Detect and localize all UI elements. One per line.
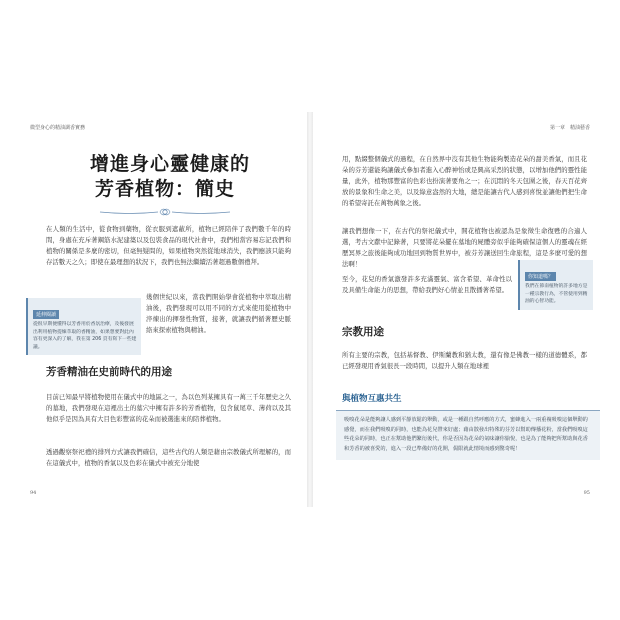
running-head: 第一章 精油藝香 bbox=[549, 125, 590, 131]
religion-heading: 宗教用途 bbox=[342, 326, 384, 338]
title-line-1: 增進身心靈健康的 bbox=[90, 153, 251, 175]
chapter-title bbox=[90, 152, 251, 222]
further-reading-box bbox=[26, 298, 141, 355]
page-number: 94 bbox=[30, 490, 37, 496]
left-page bbox=[18, 112, 306, 507]
prehistory-paragraph: 目前已知最早將植物使用在儀式中的地區之一，為以色列某擁具有一萬三千年歷史之久的墓地，我們發現在這裡出土的墓穴中擁有許多的芳香植物，包含鼠尾草、薄荷以及其他似乎是因為具有大目色彩豐富的花朵而被選進來的陪葬植物。 bbox=[46, 393, 291, 423]
further-reading-tag: 延伸閱讀 bbox=[33, 310, 59, 319]
hope-paragraph: 至今，花兒的香氣激發許多充滿靈氣、富含希望、革命性以及具備生命能力的思想，帶給我們好心情並且散播著希望。 bbox=[342, 275, 512, 294]
prehistory-paragraph-2: 透過觀察祭祀禮的排列方式讓我們確信，這些古代的人類是藉由宗教儀式所理解的，而在這儀式中，植物的香氣以及色彩在儀式中被充分地使 bbox=[46, 448, 291, 467]
wrap-paragraph: 幾個世紀以來，當我們開始學會從植物中萃取出精油後，我們發現可以用不同的方式來使用從植物中淬煉出的揮發性物質，接著，就讓我們循著歷史脈絡來探索植物與精油。 bbox=[146, 293, 291, 334]
did-you-know-box bbox=[518, 260, 593, 310]
did-you-know-tag: 你知道嗎？ bbox=[525, 272, 556, 281]
page-number: 95 bbox=[583, 490, 590, 496]
title-ornament-icon bbox=[90, 206, 240, 218]
ritual-paragraph: 讓我們想像一下，在古代的祭祀儀式中，開花植物也被認為是象徵生命復甦的合適人選，考古文獻中記錄著，只要將花朵擺在墓地的屍體旁似乎能夠確保這個人的靈魂在經歷冥界之旅後能夠成功地回到物質世界中，被芬芳讓送回生命旅程，這是多麼可愛的想法啊！ bbox=[342, 227, 587, 268]
right-page bbox=[314, 112, 602, 507]
running-head: 微型身心的精油調香實務 bbox=[30, 125, 86, 131]
religion-paragraph: 所有主要的宗教，包括基督教、伊斯蘭教和猶太教，還有像是佛教一樣的道德體系，都已經發現用香氣很長一段時間，以提升人類在地球裡 bbox=[342, 351, 587, 370]
further-reading-text: 從很早期便懂得以芳香用於香氛治療，及後發展出利用植物提煉萃取的香精油，如果想要對此內容有更深入的了解，我在第 206 頁有寫下一些建議。 bbox=[33, 322, 137, 350]
prehistory-heading: 芳香精油在史前時代的用途 bbox=[46, 366, 172, 378]
flowers-paragraph: 用，點綴整個儀式的過程，在自然界中沒有其他生物能夠製造花朵的甜美香氣，而且花朵的芬芳還能夠讓儀式參加者進入心醉神怡或是興高采烈的狀態，以增加他們的靈性能量，此外，植物那豐富的色彩也扮演著要角之一；在沉悶的冬天包圍之後，春天百花齊放的景象和生命之美，以及綠意盎然的大地，總是能讓古代人感到喜悅並讓他們把生命的希望寄託在萬物萬象之後。 bbox=[342, 155, 587, 207]
did-you-know-text: 我們在節南植物的許多地方是一種宗教行為，不管使用到精油的心智功能。 bbox=[525, 284, 588, 305]
intro-paragraph: 在人類的生活中，從食物到藥物，從衣服到遮蔽所，植物已經陪伴了我們數千年的時間，身處在充斥著鋼筋水泥建築以及包裝食品的現代社會中，我們相當容易忘記我們和植物的關係是多麼的密切，但毫無疑問的，如果植物突然從地球消失，我們應該只能夠存活數天之久；即使在最理想的狀況下，我們也無法繼續活著超過數個禮拜。 bbox=[46, 225, 291, 266]
book-spine bbox=[307, 112, 313, 507]
interaction-text: 吸嗅花朵是能夠讓人感到平靜放鬆的舉動，或是一種跟自然呼應的方式，蜜蜂進入一兩重複吸嗅這個舉動的感覺，而在我們吸嗅的同時，也能為花兒帶來好處；藉由散發出特殊的芬芳以幫助傳播花粉，當我們吸嗅這些花朵的同時，也正在幫助他們繁衍後代，你是否因為花朵的氣味讓你愉悅，也是為了能夠把所幫助與花香和芳香的被喜愛的，進入一段已準備好的花開，侷限就此情境而感到驚奇呢！ bbox=[344, 417, 588, 452]
interaction-box bbox=[336, 410, 600, 460]
interaction-heading: 與植物互惠共生 bbox=[342, 394, 402, 404]
title-line-2: 芳香植物：簡史 bbox=[94, 178, 235, 200]
